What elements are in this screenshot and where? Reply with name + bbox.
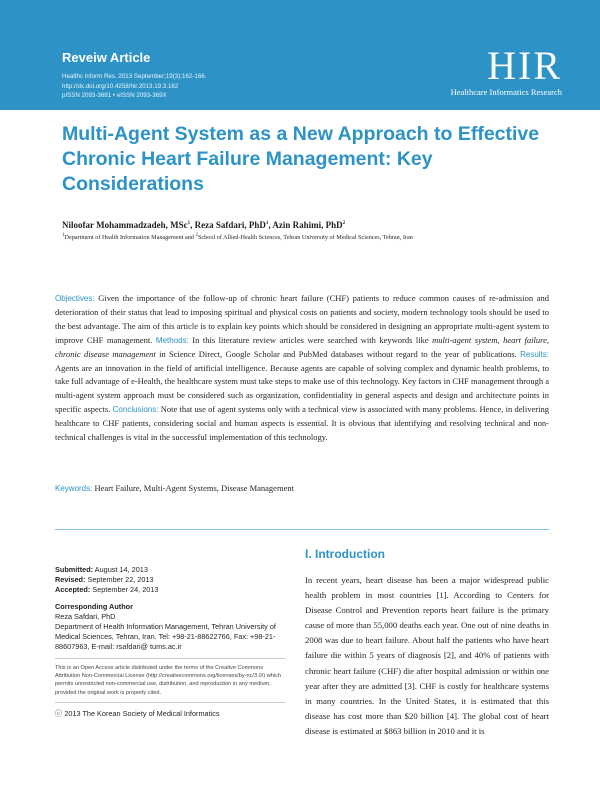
sidebar-divider bbox=[55, 702, 285, 703]
license-notice: This is an Open Access article distributed under the terms of the Creative Commons Attribution Non-Commercial License (http://creativecommons.org/licenses/by-nc/3.0/) which permits unrestricted non-commercial use, distribution, and reproduction in any medium, provided the original work is properly cited. bbox=[55, 664, 282, 696]
affiliations bbox=[62, 234, 413, 241]
issn-line: pISSN 2093-3681 • eISSN 2093-369X bbox=[62, 92, 167, 100]
citation-block bbox=[62, 72, 206, 101]
revised-label: Revised: bbox=[55, 575, 86, 585]
affiliation-marker: 2 bbox=[342, 221, 346, 226]
abstract-results-label: Results: bbox=[520, 349, 549, 359]
abstract-methods-text: In this literature review articles were searched with keywords like bbox=[188, 334, 433, 345]
article-dates bbox=[55, 565, 285, 596]
abstract-objectives-text: Given the importance of the follow-up of chronic heart failure (CHF) patients to reduce common causes of re-admission and deterioration of their status that lead to imposing spiritual and physical costs on patients and society, modern technology tools should be used to the best advantage. The aim of this article is to explain key points which should be considered in designing an appropriate multi-agent system to improve CHF management. bbox=[55, 293, 549, 345]
corresponding-author-name: Reza Safdari, PhD bbox=[55, 611, 116, 621]
author-name: Azin Rahimi, PhD bbox=[272, 220, 343, 230]
accepted-value: September 24, 2013 bbox=[90, 585, 159, 595]
abstract-search-keywords: multi-agent system, heart failure, chronic disease management bbox=[55, 334, 549, 359]
affiliation-text: School of Allied-Health Sciences, Tehran University of Medical Sciences, Tehran, Iran bbox=[197, 234, 413, 241]
journal-logo bbox=[450, 43, 562, 97]
affiliation-marker: 2 bbox=[195, 232, 198, 238]
abstract-results-text: Agents are an innovation in the field of artificial intelligence. Because agents are capable of solving complex and dynamic health problems, to take full advantage of e-Health, the healthcare system must take steps to make use of this technology. Key factors in CHF management through a multi-agent system approach must be considered such as organization, confidentiality in general aspects and design and architecture points in specific aspects. bbox=[55, 362, 549, 415]
article-info-sidebar bbox=[55, 565, 285, 719]
author-name: Reza Safdari, PhD bbox=[194, 220, 266, 230]
author-list bbox=[62, 220, 345, 230]
submitted-date bbox=[55, 565, 285, 575]
section-heading-introduction: I. Introduction bbox=[305, 547, 385, 561]
revised-date bbox=[55, 575, 285, 585]
author-name: Niloofar Mohammadzadeh, MSc bbox=[62, 220, 188, 230]
accepted-date bbox=[55, 585, 285, 595]
keywords-value: Heart Failure, Multi-Agent Systems, Disease Management bbox=[92, 483, 294, 493]
abstract-objectives-label: Objectives: bbox=[55, 294, 95, 303]
abstract-methods-text: in Science Direct, Google Scholar and PubMed databases without regard to the year of publications. bbox=[155, 348, 521, 359]
affiliation-marker: 1 bbox=[265, 221, 269, 226]
affiliation-marker: 1 bbox=[187, 221, 191, 226]
accepted-label: Accepted: bbox=[55, 585, 91, 595]
doi-link[interactable]: http://dx.doi.org/10.4258/hir.2013.19.3.162 bbox=[62, 82, 179, 90]
keywords-label: Keywords: bbox=[55, 484, 93, 493]
affiliation-marker: 1 bbox=[62, 232, 65, 238]
abstract-conclusions-text: Note that use of agent systems only with a technical view is associated with many problems. Hence, in delivering healthcare to CHF patients, considering social and human aspects is essential. It is obvious that identifying and resolving technical and non-technical challenges is vital in the successful implementation of this technology. bbox=[55, 404, 549, 443]
abstract-methods-label: Methods: bbox=[155, 335, 189, 345]
logo-mark: HIR bbox=[487, 43, 562, 88]
section-divider bbox=[55, 529, 549, 530]
introduction-paragraph: In recent years, heart disease has been a major widespread public health problem in most countries [1]. According to Centers for Disease Control and Prevention reports heart failure is the primary cause of more than 55,000 deaths each year. One out of nine deaths in 2008 was due to heart failure. About half the patients who have heart failure die within 5 years of diagnosis [2], and 40% of patients with chronic heart failure (CHF) die after hospital admission or within one year after they are admitted [3]. CHF is costly for healthcare systems in many countries. In the United States, it is estimated that this disease has cost more than $20 billion [4]. The global cost of heart disease is estimated at $863 billion in 2010 and it is bbox=[305, 575, 549, 736]
journal-name: Healthcare Informatics Research bbox=[450, 87, 562, 97]
article-type: Reveiw Article bbox=[62, 50, 151, 65]
revised-value: September 22, 2013 bbox=[85, 575, 154, 585]
author-separator: , bbox=[190, 220, 195, 230]
corresponding-author-title: Corresponding Author bbox=[55, 601, 133, 611]
abstract-conclusions-label: Conclusions: bbox=[112, 405, 159, 415]
sidebar-divider bbox=[55, 658, 285, 659]
citation-line: Healthc Inform Res. 2013 September;19(3):162-166. bbox=[62, 73, 207, 80]
submitted-value: August 14, 2013 bbox=[93, 565, 148, 574]
abstract bbox=[55, 292, 549, 445]
keywords bbox=[55, 483, 294, 493]
author-separator: , bbox=[268, 220, 273, 230]
corresponding-author-address: Department of Health Information Management, Tehran University of Medical Sciences, Tehran, Iran. Tel: +98-21-88622766, Fax: +98-21-88607963, E-mail: rsafdari@ tums.ac.ir bbox=[55, 622, 276, 652]
article-title: Multi-Agent System as a New Approach to Effective Chronic Heart Failure Management: Key Considerations bbox=[62, 123, 540, 195]
affiliation-text: Department of Health Information Management and bbox=[64, 234, 196, 241]
copyright-notice: ⓒ 2013 The Korean Society of Medical Informatics bbox=[55, 709, 220, 719]
submitted-label: Submitted: bbox=[55, 565, 94, 574]
